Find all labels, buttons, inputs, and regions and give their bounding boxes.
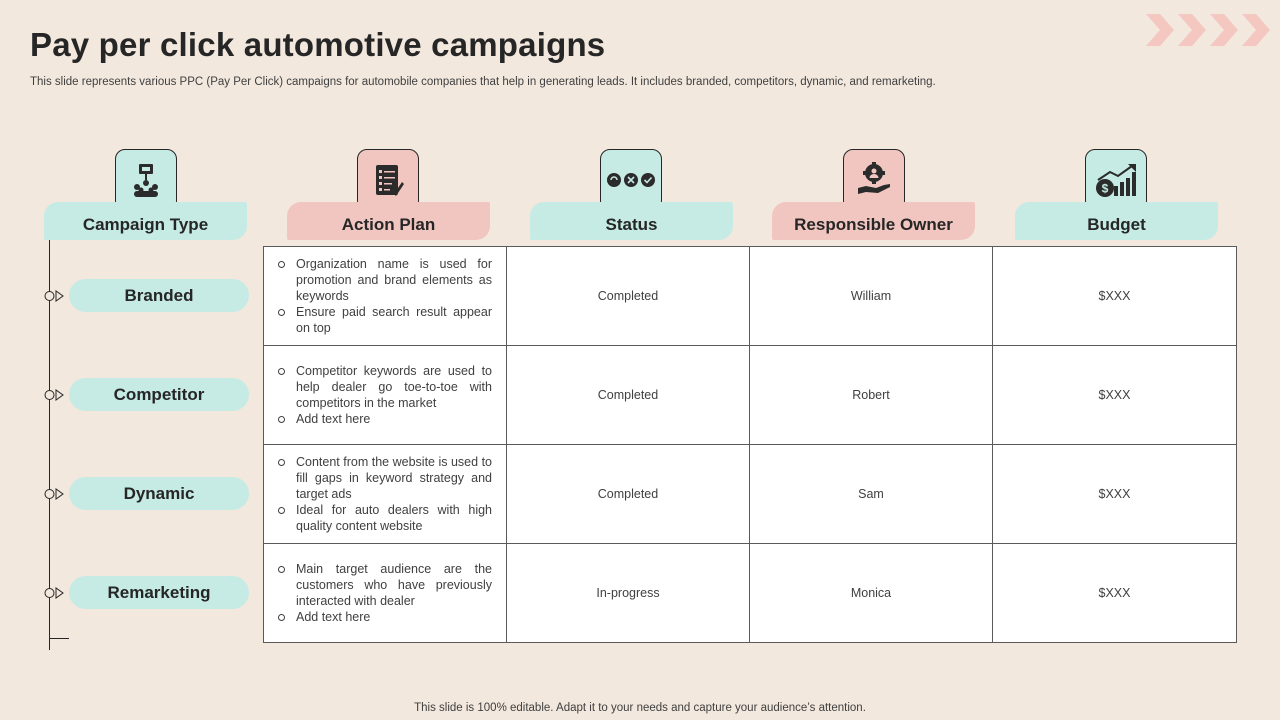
status-cell: Completed [507, 247, 750, 346]
budget-cell: $XXX [993, 346, 1236, 445]
action-plan-item: Add text here [276, 411, 492, 427]
action-plan-item: Ideal for auto dealers with high quality content website [276, 502, 492, 534]
column-header-status: Status [530, 202, 733, 240]
budget-cell: $XXX [1098, 586, 1131, 600]
page-subtitle: This slide represents various PPC (Pay Per Click) campaigns for automobile companies that help in generating leads. It includes branded, competitors, dynamic, and remarketing. [30, 76, 936, 88]
action-plan-list [276, 561, 492, 625]
decorative-chevrons-icon [1146, 14, 1270, 46]
action-plan-cell [264, 247, 507, 346]
campaign-type-branded: Branded [69, 279, 249, 312]
owner-cell: William [750, 247, 993, 346]
owner-cell: Robert [750, 346, 993, 445]
campaign-type-remarketing: Remarketing [69, 576, 249, 609]
owner-cell: Sam [750, 445, 993, 544]
svg-text:$: $ [1101, 181, 1109, 196]
status-cell: Completed [507, 346, 750, 445]
action-plan-list [276, 256, 492, 336]
owner-cell: Monica [750, 544, 993, 642]
timeline-marker-icon [44, 388, 66, 402]
column-header-responsible-owner: Responsible Owner [772, 202, 975, 240]
budget-cell: $XXX [993, 247, 1236, 346]
campaign-table [263, 246, 1237, 643]
action-plan-cell [264, 544, 507, 642]
column-header-campaign-type: Campaign Type [44, 202, 247, 240]
action-plan-cell [264, 445, 507, 544]
action-plan-item: Organization name is used for promotion and brand elements as keywords [276, 256, 492, 304]
timeline-marker-icon [44, 586, 66, 600]
campaign-type-dynamic: Dynamic [69, 477, 249, 510]
status-cell: In-progress [507, 544, 750, 642]
action-plan-item: Competitor keywords are used to help dealer go toe-to-toe with competitors in the market [276, 363, 492, 411]
budget-cell: $XXX [993, 445, 1236, 544]
footer-note: This slide is 100% editable. Adapt it to your needs and capture your audience’s attention. [414, 702, 866, 714]
action-plan-list [276, 454, 492, 534]
campaign-type-competitor: Competitor [69, 378, 249, 411]
action-plan-item: Add text here [276, 609, 492, 625]
action-plan-item: Content from the website is used to fill gaps in keyword strategy and target ads [276, 454, 492, 502]
action-plan-item: Ensure paid search result appear on top [276, 304, 492, 336]
action-plan-cell [264, 346, 507, 445]
page-title: Pay per click automotive campaigns [30, 26, 606, 63]
column-header-action-plan: Action Plan [287, 202, 490, 240]
action-plan-item: Main target audience are the customers who have previously interacted with dealer [276, 561, 492, 609]
column-header-budget: Budget [1015, 202, 1218, 240]
timeline-marker-icon [44, 487, 66, 501]
status-cell: Completed [507, 445, 750, 544]
timeline-marker-icon [44, 289, 66, 303]
action-plan-list [276, 363, 492, 427]
timeline-end-tick [49, 638, 69, 639]
